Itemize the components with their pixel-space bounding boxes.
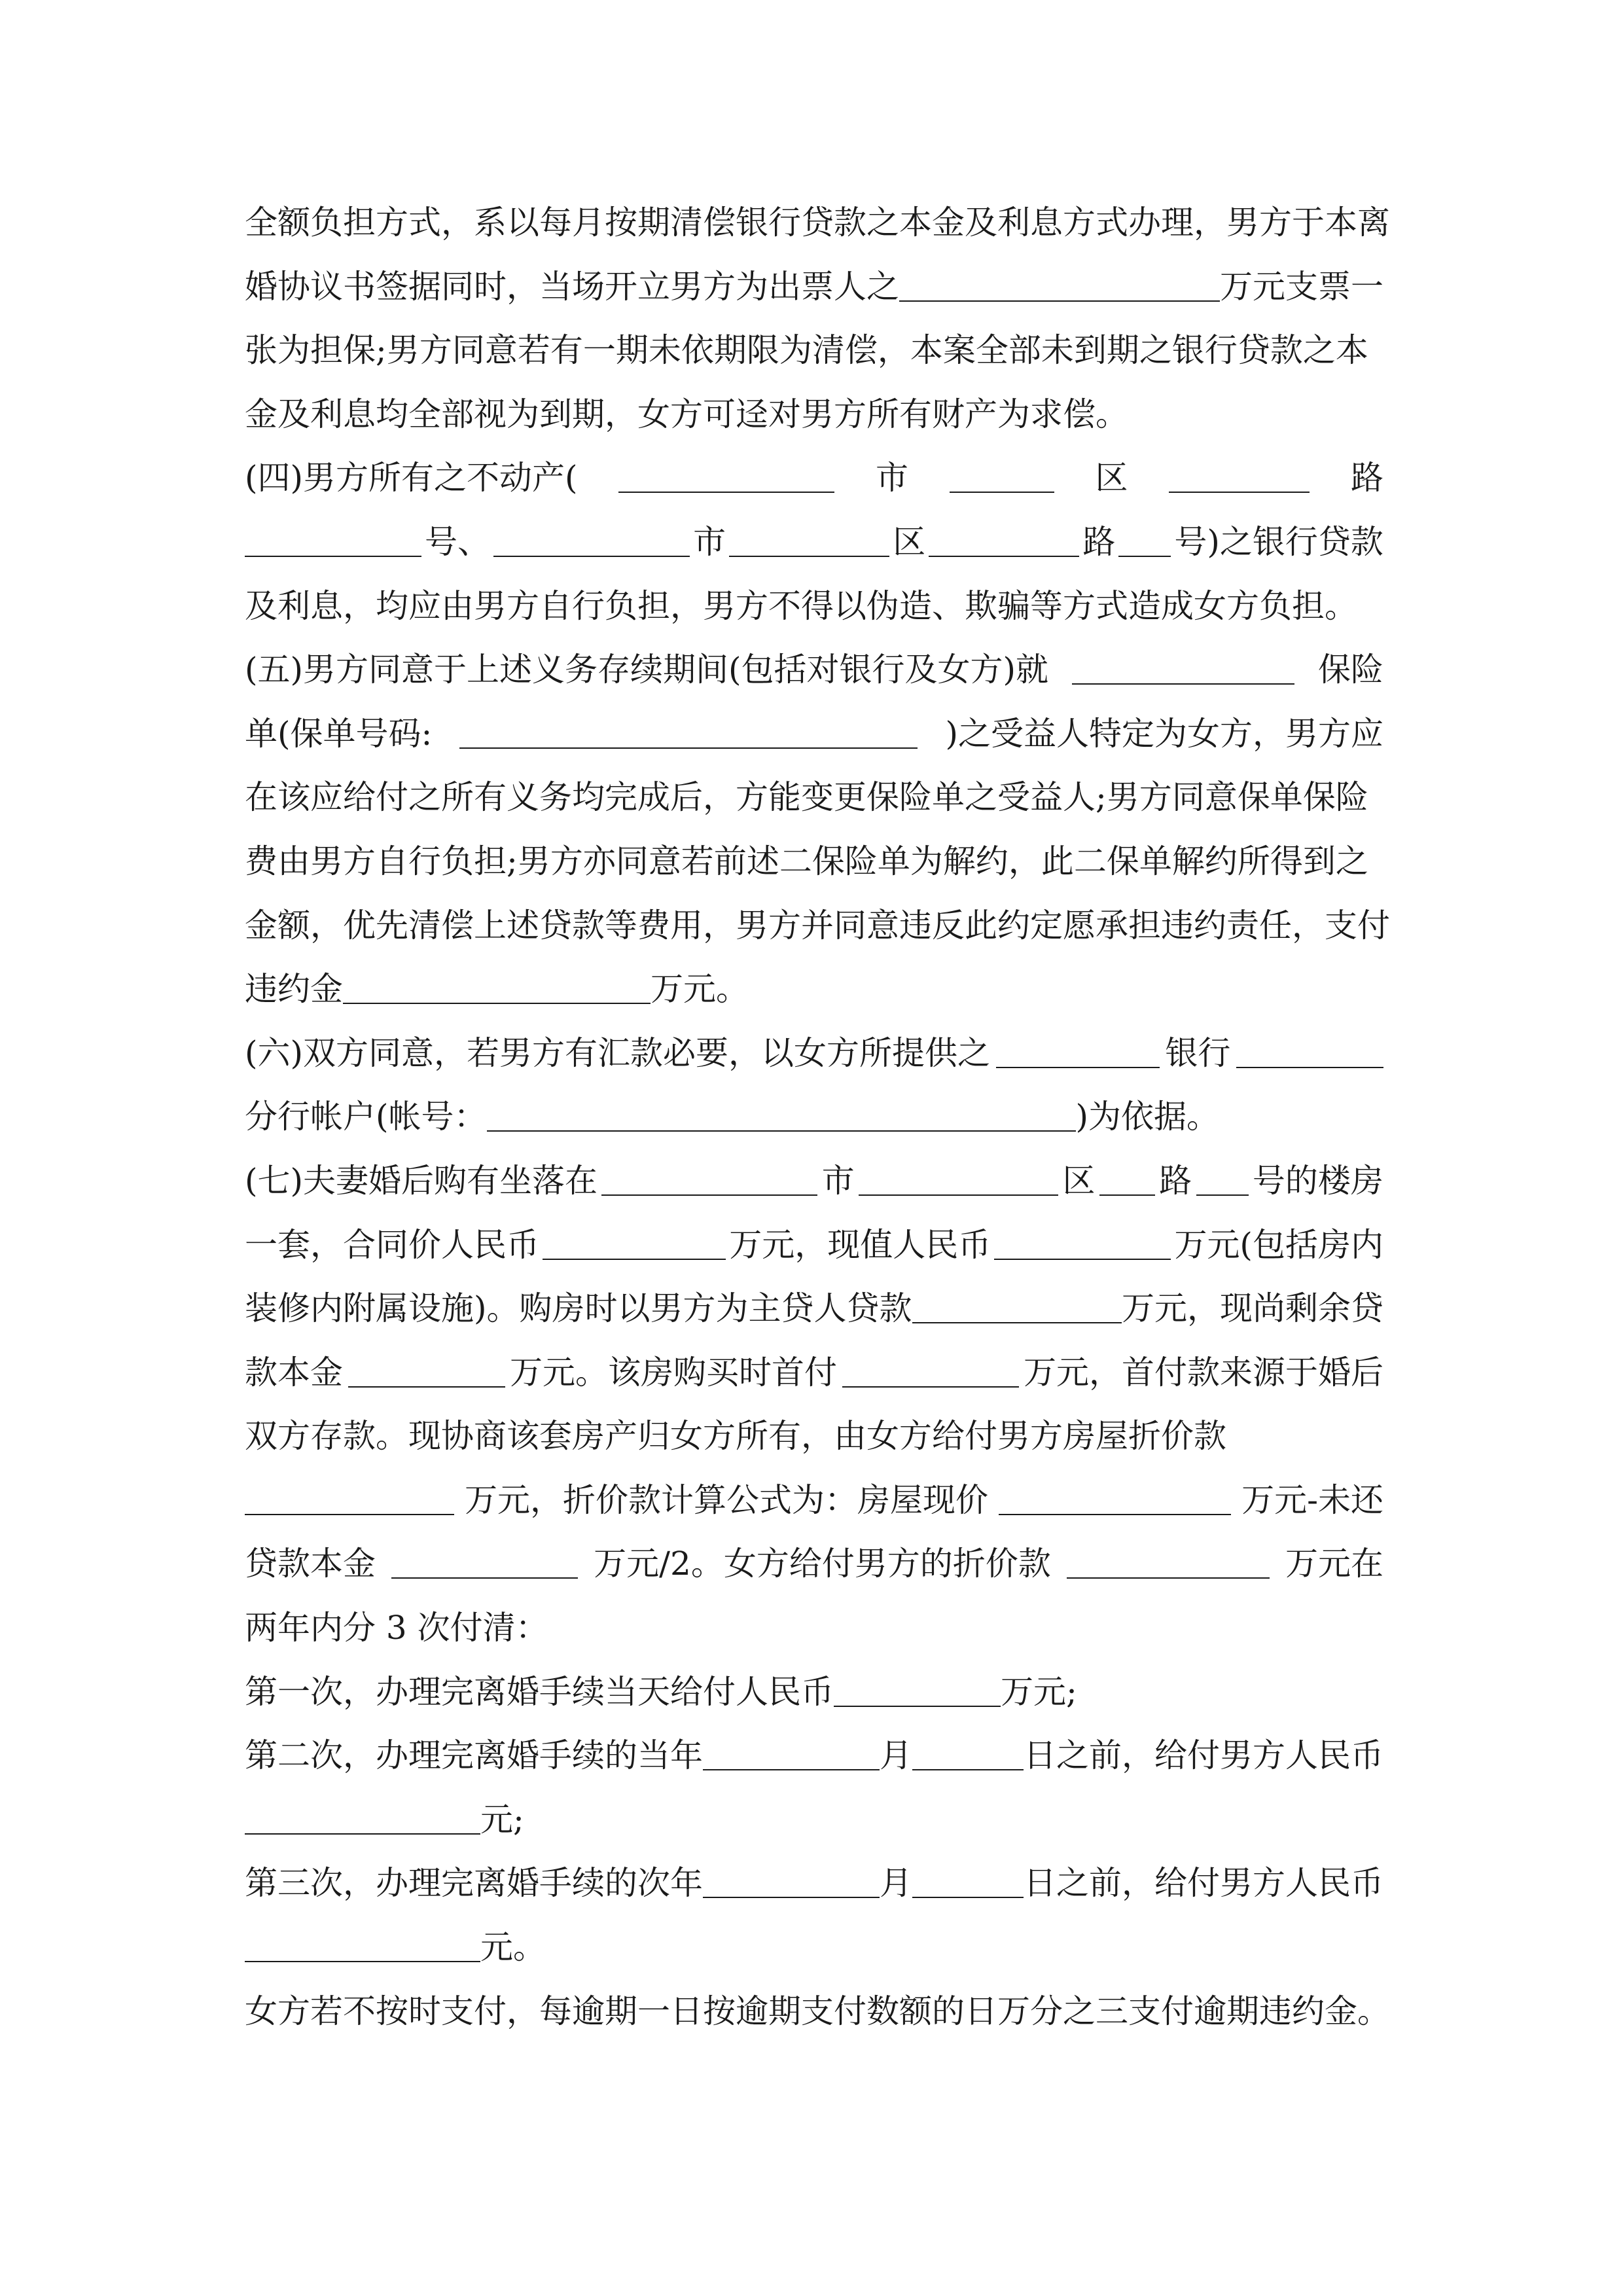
fill-in-blank[interactable] — [391, 1548, 578, 1579]
text-line — [245, 1277, 1383, 1341]
fill-in-blank[interactable] — [929, 526, 1079, 557]
line-text: 区 — [893, 522, 926, 561]
line-text: 婚协议书签据同时，当场开立男方为出票人之 — [245, 267, 899, 306]
fill-in-blank[interactable] — [899, 271, 1220, 302]
line-text: 单(保单号码: — [245, 714, 433, 753]
line-text: 区 — [1062, 1161, 1096, 1200]
line-text: 万元，折价款计算公式为：房屋现价 — [465, 1480, 989, 1519]
fill-in-blank[interactable] — [1236, 1037, 1383, 1068]
fill-in-blank[interactable] — [912, 1293, 1122, 1323]
text-line — [245, 1149, 1383, 1213]
fill-in-blank[interactable] — [493, 526, 690, 557]
line-text: 万元，首付款来源于婚后 — [1024, 1353, 1383, 1391]
document-body — [245, 191, 1390, 2043]
text-line — [245, 1022, 1383, 1086]
text-line — [245, 702, 1383, 766]
fill-in-blank[interactable] — [601, 1165, 817, 1196]
fill-in-blank[interactable] — [618, 462, 834, 493]
line-text: 日之前，给付男方人民币 — [1024, 1864, 1383, 1903]
fill-in-blank[interactable] — [348, 1357, 505, 1388]
text-line — [245, 191, 1390, 255]
line-text: 路 — [1159, 1161, 1192, 1200]
line-text: 万元。 — [651, 970, 749, 1009]
fill-in-blank[interactable] — [245, 1931, 480, 1962]
line-text: 号的楼房 — [1252, 1161, 1383, 1200]
fill-in-blank[interactable] — [245, 526, 421, 557]
line-text: 第三次，办理完离婚手续的次年 — [245, 1864, 703, 1903]
line-text: 双方存款。现协商该套房产归女方所有，由女方给付男方房屋折价款 — [245, 1417, 1226, 1456]
text-line — [245, 830, 1383, 894]
line-text: 保险 — [1318, 651, 1383, 689]
line-text: (六)双方同意，若男方有汇款必要，以女方所提供之 — [245, 1033, 991, 1072]
line-text: 号、 — [425, 522, 491, 561]
text-line — [245, 1788, 1383, 1852]
text-line — [245, 1532, 1383, 1596]
text-line — [245, 1469, 1383, 1533]
line-text: 女方若不按时支付，每逾期一日按逾期支付数额的日万分之三支付逾期违约金。 — [245, 1992, 1390, 2030]
text-line — [245, 1660, 1383, 1725]
text-line — [245, 511, 1383, 575]
line-text: 一套，合同价人民币 — [245, 1225, 539, 1264]
text-line — [245, 1596, 1383, 1660]
fill-in-blank[interactable] — [703, 1740, 880, 1770]
line-text: 万元/2。女方给付男方的折价款 — [594, 1545, 1051, 1583]
line-text: 路 — [1082, 522, 1116, 561]
line-text: (五)男方同意于上述义务存续期间(包括对银行及女方)就 — [245, 651, 1049, 689]
text-line — [245, 1852, 1383, 1916]
line-text: 费由男方自行负担;男方亦同意若前述二保险单为解约，此二保单解约所得到之 — [245, 842, 1368, 880]
fill-in-blank[interactable] — [912, 1740, 1024, 1770]
text-line — [245, 1085, 1383, 1149]
line-text: 月 — [880, 1736, 912, 1775]
line-text: 在该应给付之所有义务均完成后，方能变更保险单之受益人;男方同意保单保险 — [245, 778, 1368, 817]
fill-in-blank[interactable] — [1118, 526, 1171, 557]
line-text: 万元。该房购买时首付 — [510, 1353, 837, 1391]
text-line — [245, 575, 1383, 639]
line-text: 金及利息均全部视为到期，女方可迳对男方所有财产为求偿。 — [245, 395, 1128, 433]
fill-in-blank[interactable] — [543, 1229, 726, 1260]
line-text: 贷款本金 — [245, 1545, 376, 1583]
line-text: 第一次，办理完离婚手续当天给付人民币 — [245, 1672, 834, 1711]
fill-in-blank[interactable] — [343, 973, 651, 1004]
line-text: 两年内分 3 次付清： — [245, 1609, 548, 1647]
fill-in-blank[interactable] — [859, 1165, 1058, 1196]
line-text: 元。 — [480, 1928, 546, 1967]
line-text: )之受益人特定为女方，男方应 — [945, 714, 1383, 753]
line-text: 路 — [1350, 459, 1383, 497]
line-text: 万元; — [1001, 1672, 1077, 1711]
line-text: 万元(包括房内 — [1174, 1225, 1383, 1264]
line-text: 万元，现尚剩余贷 — [1122, 1289, 1383, 1328]
fill-in-blank[interactable] — [459, 718, 918, 749]
text-line — [245, 1405, 1383, 1469]
fill-in-blank[interactable] — [245, 1484, 454, 1515]
line-text: 装修内附属设施)。购房时以男方为主贷人贷款 — [245, 1289, 912, 1328]
line-text: 万元-未还 — [1241, 1480, 1383, 1519]
line-text: (四)男方所有之不动产( — [245, 459, 578, 497]
fill-in-blank[interactable] — [996, 1037, 1160, 1068]
text-line — [245, 1724, 1383, 1788]
line-text: 市 — [821, 1161, 855, 1200]
fill-in-blank[interactable] — [912, 1867, 1024, 1898]
line-text: 违约金 — [245, 970, 343, 1009]
line-text: 第二次，办理完离婚手续的当年 — [245, 1736, 703, 1775]
line-text: 万元，现值人民币 — [729, 1225, 991, 1264]
line-text: 金额，优先清偿上述贷款等费用，男方并同意违反此约定愿承担违约责任，支付 — [245, 906, 1390, 944]
fill-in-blank[interactable] — [487, 1101, 1076, 1132]
text-line — [245, 319, 1383, 383]
line-text: )为依据。 — [1075, 1098, 1220, 1136]
line-text: 万元支票一 — [1220, 267, 1383, 306]
line-text: (七)夫妻婚后购有坐落在 — [245, 1161, 598, 1200]
fill-in-blank[interactable] — [994, 1229, 1171, 1260]
line-text: 及利息，均应由男方自行负担，男方不得以伪造、欺骗等方式造成女方负担。 — [245, 586, 1357, 625]
text-line — [245, 446, 1383, 511]
fill-in-blank[interactable] — [703, 1867, 880, 1898]
text-line — [245, 1213, 1383, 1278]
line-text: 市 — [876, 459, 908, 497]
text-line — [245, 894, 1390, 958]
fill-in-blank[interactable] — [950, 462, 1054, 493]
line-text: 张为担保;男方同意若有一期未依期限为清偿，本案全部未到期之银行贷款之本 — [245, 331, 1368, 370]
text-line — [245, 1980, 1390, 2044]
line-text: 市 — [693, 522, 726, 561]
line-text: 区 — [1095, 459, 1128, 497]
fill-in-blank[interactable] — [1072, 654, 1294, 685]
line-text: 全额负担方式，系以每月按期清偿银行贷款之本金及利息方式办理，男方于本离 — [245, 204, 1390, 242]
text-line — [245, 638, 1383, 702]
fill-in-blank[interactable] — [842, 1357, 1019, 1388]
fill-in-blank[interactable] — [1099, 1165, 1155, 1196]
text-line — [245, 1916, 1383, 1980]
fill-in-blank[interactable] — [999, 1484, 1231, 1515]
text-line — [245, 958, 1383, 1022]
line-text: 元; — [480, 1800, 524, 1839]
fill-in-blank[interactable] — [1196, 1165, 1249, 1196]
fill-in-blank[interactable] — [729, 526, 889, 557]
line-text: 号)之银行贷款 — [1174, 522, 1383, 561]
text-line — [245, 1341, 1383, 1405]
line-text: 银行 — [1165, 1033, 1231, 1072]
line-text: 万元在 — [1285, 1545, 1383, 1583]
line-text: 款本金 — [245, 1353, 343, 1391]
text-line — [245, 383, 1383, 447]
line-text: 分行帐户(帐号： — [245, 1098, 487, 1136]
text-line — [245, 766, 1383, 830]
text-line — [245, 255, 1383, 319]
line-text: 月 — [880, 1864, 912, 1903]
fill-in-blank[interactable] — [834, 1676, 1001, 1707]
line-text: 日之前，给付男方人民币 — [1024, 1736, 1383, 1775]
fill-in-blank[interactable] — [1067, 1548, 1270, 1579]
fill-in-blank[interactable] — [245, 1804, 480, 1835]
fill-in-blank[interactable] — [1169, 462, 1310, 493]
